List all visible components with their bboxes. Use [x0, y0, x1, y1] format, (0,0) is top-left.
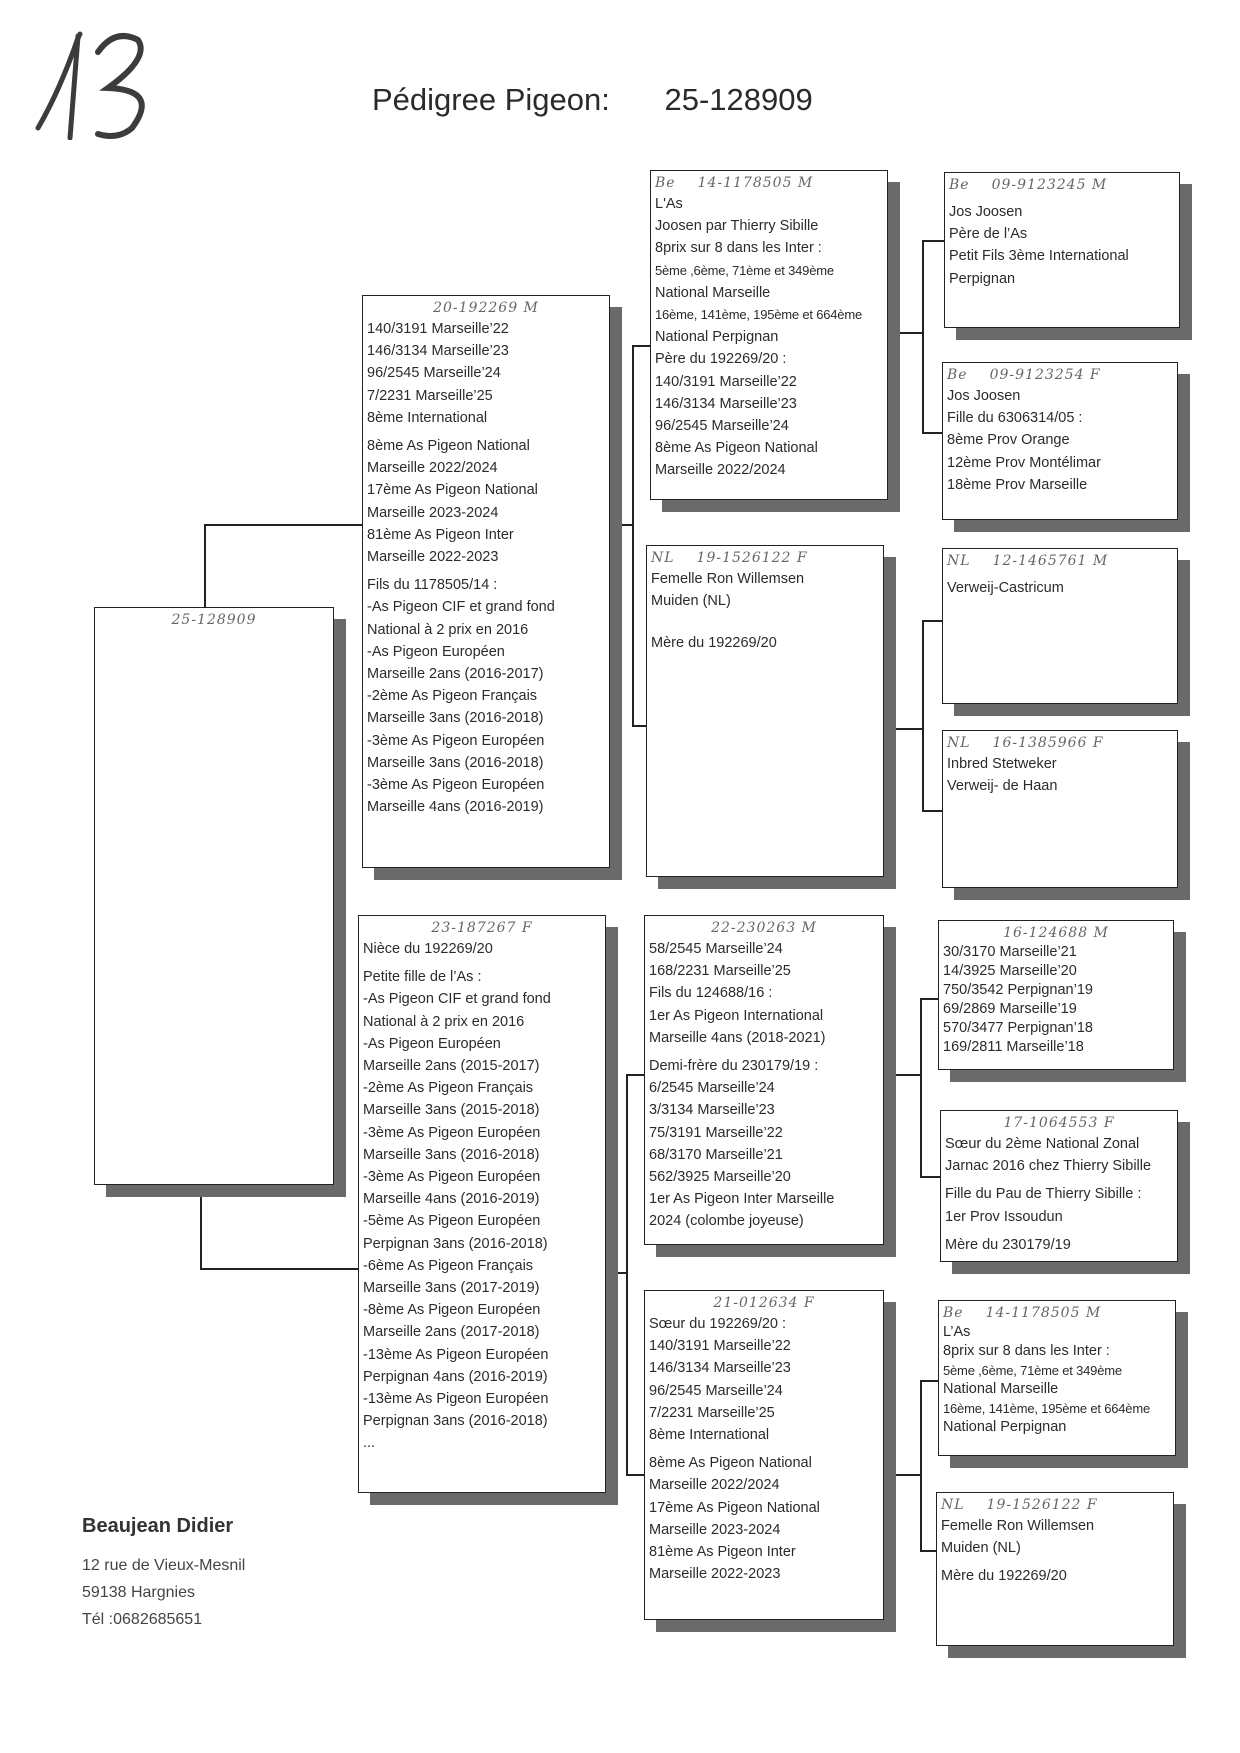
- great-grandparent-card-6: [940, 1110, 1178, 1262]
- owner-phone: Tél :0682685651: [82, 1611, 203, 1628]
- connector-line: [204, 524, 206, 608]
- card-line: Jarnac 2016 chez Thierry Sibille: [945, 1158, 1152, 1175]
- card-line: 8prix sur 8 dans les Inter :: [655, 240, 822, 257]
- connector-line: [632, 345, 650, 347]
- card-line: 8ème International: [367, 409, 488, 426]
- card-line: 1er As Pigeon Inter Marseille: [649, 1191, 835, 1208]
- title-ring-number: 25-128909: [664, 82, 813, 117]
- card-line: 96/2545 Marseille’24: [649, 1382, 783, 1399]
- connector-line: [626, 1074, 628, 1474]
- card-line: Femelle Ron Willemsen: [941, 1518, 1095, 1534]
- owner-contact: [82, 1515, 245, 1633]
- ring-number: 17-1064553 F: [1003, 1115, 1115, 1131]
- card-line: -8ème As Pigeon Européen: [363, 1302, 541, 1319]
- card-line: Marseille 4ans (2018-2021): [649, 1029, 826, 1046]
- ring-number: 21-012634 F: [713, 1295, 815, 1311]
- sire-dam-card: [646, 545, 884, 877]
- card-line: Marseille 2ans (2016-2017): [367, 666, 544, 683]
- card-line: 81ème As Pigeon Inter: [649, 1544, 796, 1561]
- card-line: Petit Fils 3ème International: [949, 248, 1129, 265]
- sire-sire-card: [650, 170, 888, 500]
- card-lines: [947, 577, 1173, 599]
- country-code: NL: [651, 550, 675, 566]
- card-line: Inbred Stetweker: [947, 756, 1057, 772]
- country-code: Be: [943, 1305, 964, 1321]
- card-line: -As Pigeon CIF et grand fond: [363, 991, 551, 1008]
- connector-line: [884, 1474, 920, 1476]
- dam-sire-card: [644, 915, 884, 1245]
- card-line: -13ème As Pigeon Européen: [363, 1346, 549, 1363]
- card-line: 2024 (colombe joyeuse): [649, 1213, 804, 1230]
- card-line: -6ème As Pigeon Français: [363, 1257, 534, 1274]
- card-line: Muiden (NL): [651, 593, 731, 610]
- card-line: Père de l’As: [949, 226, 1028, 243]
- card-line: 140/3191 Marseille’22: [655, 373, 797, 390]
- card-line: 146/3134 Marseille’23: [367, 343, 509, 360]
- card-line: 68/3170 Marseille’21: [649, 1146, 783, 1163]
- card-line: 8ème As Pigeon National: [367, 438, 530, 455]
- card-line: Verweij-Castricum: [947, 580, 1064, 596]
- card-line: 570/3477 Perpignan’18: [943, 1020, 1093, 1036]
- connector-line: [920, 998, 940, 1000]
- card-line: -2ème As Pigeon Français: [363, 1080, 534, 1097]
- connector-line: [920, 1176, 940, 1178]
- ring-number: 14-1178505 M: [697, 175, 814, 191]
- card-lines: [649, 938, 879, 1233]
- card-line: Marseille 2022/2024: [649, 1477, 780, 1494]
- country-code: NL: [947, 553, 971, 569]
- connector-line: [204, 524, 362, 526]
- card-line: 12ème Prov Montélimar: [947, 454, 1101, 471]
- owner-city: 59138 Hargnies: [82, 1584, 195, 1601]
- card-line: -5ème As Pigeon Européen: [363, 1213, 541, 1230]
- card-line: Sœur du 192269/20 :: [649, 1316, 787, 1332]
- connector-line: [632, 345, 634, 725]
- card-line: National à 2 prix en 2016: [367, 621, 529, 638]
- card-line: 8ème As Pigeon National: [649, 1455, 812, 1472]
- ring-number: 12-1465761 M: [992, 553, 1109, 569]
- card-line: Marseille 2023-2024: [367, 504, 499, 521]
- connector-line: [606, 1272, 628, 1274]
- card-line: Marseille 4ans (2016-2019): [363, 1191, 540, 1208]
- card-line: 6/2545 Marseille’24: [649, 1080, 775, 1097]
- card-line: 17ème As Pigeon National: [367, 482, 538, 499]
- card-line: -3ème As Pigeon Européen: [363, 1124, 541, 1141]
- card-line: 146/3134 Marseille’23: [649, 1360, 791, 1377]
- handwritten-page-number: [20, 10, 210, 140]
- ring-number: 16-124688 M: [1003, 925, 1109, 941]
- card-line: Jos Joosen: [949, 204, 1023, 220]
- card-line: 16ème, 141ème, 195ème et 664ème: [943, 1401, 1150, 1416]
- card-line: 30/3170 Marseille’21: [943, 944, 1077, 960]
- card-line: National Marseille: [943, 1381, 1059, 1397]
- card-line: Fils du 1178505/14 :: [367, 577, 498, 594]
- page-title: [372, 82, 813, 118]
- card-line: Demi-frère du 230179/19 :: [649, 1058, 819, 1075]
- card-line: Nièce du 192269/20: [363, 941, 493, 957]
- card-line: 140/3191 Marseille’22: [649, 1338, 791, 1355]
- card-lines: [947, 385, 1173, 496]
- card-line: Jos Joosen: [947, 388, 1021, 404]
- card-lines: [943, 943, 1169, 1057]
- card-line: Marseille 2023-2024: [649, 1521, 781, 1538]
- card-line: Marseille 2ans (2015-2017): [363, 1058, 540, 1075]
- card-line: -As Pigeon CIF et grand fond: [367, 599, 555, 616]
- card-line: Fils du 124688/16 :: [649, 985, 773, 1002]
- card-line: National Perpignan: [655, 329, 779, 346]
- connector-line: [920, 998, 922, 1176]
- card-line: National à 2 prix en 2016: [363, 1013, 525, 1030]
- card-lines: [649, 1313, 879, 1585]
- card-line: -As Pigeon Européen: [367, 643, 505, 660]
- card-line: Marseille 2ans (2017-2018): [363, 1324, 540, 1341]
- card-line: -2ème As Pigeon Français: [367, 688, 538, 705]
- connector-line: [888, 332, 922, 334]
- great-grandparent-card-4: [942, 730, 1178, 888]
- sire-card: [362, 295, 610, 868]
- card-line: Marseille 3ans (2016-2018): [363, 1146, 540, 1163]
- card-lines: [367, 318, 605, 818]
- dam-card: [358, 915, 606, 1493]
- card-line: 8ème As Pigeon National: [655, 440, 818, 457]
- ring-number: 09-9123254 F: [989, 367, 1101, 383]
- card-line: Fille du Pau de Thierry Sibille :: [945, 1186, 1142, 1203]
- card-line: Marseille 2022-2023: [367, 549, 499, 566]
- card-line: Joosen par Thierry Sibille: [655, 218, 819, 235]
- country-code: NL: [941, 1497, 965, 1513]
- card-line: -13ème As Pigeon Européen: [363, 1391, 549, 1408]
- card-line: Perpignan: [949, 270, 1016, 287]
- ring-number: 16-1385966 F: [992, 735, 1104, 751]
- card-line: Mère du 192269/20: [651, 635, 777, 652]
- ring-number: 22-230263 M: [711, 920, 817, 936]
- card-line: 16ème, 141ème, 195ème et 664ème: [655, 307, 862, 323]
- connector-line: [884, 1074, 920, 1076]
- country-code: Be: [947, 367, 968, 383]
- card-line: ...: [363, 1435, 376, 1452]
- card-line: 562/3925 Marseille’20: [649, 1169, 791, 1186]
- card-line: Père du 192269/20 :: [655, 351, 787, 368]
- card-line: Marseille 2022/2024: [655, 462, 786, 479]
- card-line: 8ème Prov Orange: [947, 432, 1070, 449]
- card-line: 3/3134 Marseille’23: [649, 1102, 775, 1119]
- card-line: 17ème As Pigeon National: [649, 1499, 820, 1516]
- card-line: Muiden (NL): [941, 1540, 1021, 1557]
- connector-line: [920, 1380, 922, 1550]
- card-lines: [651, 568, 879, 655]
- card-line: 96/2545 Marseille’24: [367, 365, 501, 382]
- card-line: -3ème As Pigeon Européen: [367, 732, 545, 749]
- card-line: 81ème As Pigeon Inter: [367, 526, 514, 543]
- connector-line: [922, 432, 944, 434]
- card-line: 58/2545 Marseille’24: [649, 941, 783, 957]
- card-lines: [655, 193, 883, 482]
- card-line: L'As: [655, 196, 683, 212]
- great-grandparent-card-7: [938, 1300, 1176, 1456]
- card-line: Perpignan 4ans (2016-2019): [363, 1368, 548, 1385]
- card-line: 169/2811 Marseille’18: [943, 1039, 1084, 1055]
- card-line: 8prix sur 8 dans les Inter :: [943, 1343, 1110, 1359]
- connector-line: [200, 1188, 202, 1268]
- card-line: Femelle Ron Willemsen: [651, 571, 805, 587]
- card-line: Verweij- de Haan: [947, 778, 1058, 795]
- card-line: 5ème ,6ème, 71ème et 349ème: [655, 262, 834, 278]
- country-code: NL: [947, 735, 971, 751]
- card-line: Marseille 3ans (2016-2018): [367, 710, 544, 727]
- ring-number: 19-1526122 F: [696, 550, 808, 566]
- ring-number: 23-187267 F: [431, 920, 533, 936]
- great-grandparent-card-2: [942, 362, 1178, 520]
- title-label: Pédigree Pigeon:: [372, 82, 610, 117]
- ring-number: 19-1526122 F: [986, 1497, 1098, 1513]
- ring-number: 20-192269 M: [433, 300, 539, 316]
- card-lines: [945, 1133, 1173, 1256]
- card-line: 5ème ,6ème, 71ème et 349ème: [943, 1363, 1122, 1378]
- card-line: Marseille 2022/2024: [367, 460, 498, 477]
- card-line: Marseille 4ans (2016-2019): [367, 799, 544, 816]
- card-line: 168/2231 Marseille’25: [649, 963, 791, 980]
- connector-line: [610, 524, 632, 526]
- card-line: 7/2231 Marseille’25: [367, 387, 493, 404]
- card-lines: [943, 1323, 1171, 1437]
- great-grandparent-card-3: [942, 548, 1178, 704]
- subject-card: [94, 607, 334, 1185]
- connector-line: [920, 1380, 938, 1382]
- connector-line: [888, 728, 922, 730]
- card-lines: [941, 1515, 1169, 1588]
- card-line: Perpignan 3ans (2016-2018): [363, 1413, 548, 1430]
- card-line: 18ème Prov Marseille: [947, 476, 1088, 493]
- ring-number: 25-128909: [171, 612, 257, 628]
- card-line: L’As: [943, 1324, 971, 1340]
- card-line: 69/2869 Marseille’19: [943, 1001, 1077, 1017]
- card-lines: [363, 938, 601, 1455]
- connector-line: [922, 620, 924, 810]
- card-line: 750/3542 Perpignan’19: [943, 982, 1093, 998]
- card-lines: [949, 201, 1175, 290]
- card-line: 140/3191 Marseille’22: [367, 321, 509, 337]
- owner-name: Beaujean Didier: [82, 1515, 234, 1537]
- owner-street: 12 rue de Vieux-Mesnil: [82, 1557, 246, 1574]
- card-line: 96/2545 Marseille’24: [655, 418, 789, 435]
- card-line: -As Pigeon Européen: [363, 1035, 501, 1052]
- card-line: Sœur du 2ème National Zonal: [945, 1136, 1140, 1152]
- great-grandparent-card-5: [938, 920, 1174, 1070]
- connector-line: [922, 240, 924, 432]
- card-line: Mère du 230179/19: [945, 1236, 1071, 1253]
- ring-number: 09-9123245 M: [991, 177, 1108, 193]
- card-line: 75/3191 Marseille’22: [649, 1124, 783, 1141]
- card-line: Marseille 3ans (2016-2018): [367, 754, 544, 771]
- card-line: -3ème As Pigeon Européen: [367, 777, 545, 794]
- country-code: Be: [655, 175, 676, 191]
- connector-line: [922, 240, 946, 242]
- card-line: 1er Prov Issoudun: [945, 1208, 1063, 1225]
- card-line: Marseille 3ans (2017-2019): [363, 1280, 540, 1297]
- card-line: 14/3925 Marseille’20: [943, 963, 1077, 979]
- card-line: National Marseille: [655, 284, 771, 301]
- connector-line: [200, 1268, 358, 1270]
- card-line: 8ème International: [649, 1427, 770, 1444]
- card-line: Perpignan 3ans (2016-2018): [363, 1235, 548, 1252]
- connector-line: [922, 810, 944, 812]
- card-line: National Perpignan: [943, 1419, 1067, 1435]
- great-grandparent-card-8: [936, 1492, 1174, 1646]
- dam-dam-card: [644, 1290, 884, 1620]
- card-line: 7/2231 Marseille’25: [649, 1404, 775, 1421]
- ring-number: 14-1178505 M: [985, 1305, 1102, 1321]
- card-line: 1er As Pigeon International: [649, 1007, 824, 1024]
- card-lines: [947, 753, 1173, 797]
- great-grandparent-card-1: [944, 172, 1180, 328]
- card-line: Fille du 6306314/05 :: [947, 410, 1083, 427]
- card-line: 146/3134 Marseille’23: [655, 395, 797, 412]
- card-line: Mère du 192269/20: [941, 1568, 1067, 1585]
- card-line: -3ème As Pigeon Européen: [363, 1169, 541, 1186]
- card-line: Marseille 2022-2023: [649, 1566, 781, 1583]
- card-line: Marseille 3ans (2015-2018): [363, 1102, 540, 1119]
- country-code: Be: [949, 177, 970, 193]
- card-line: Petite fille de l’As :: [363, 969, 482, 986]
